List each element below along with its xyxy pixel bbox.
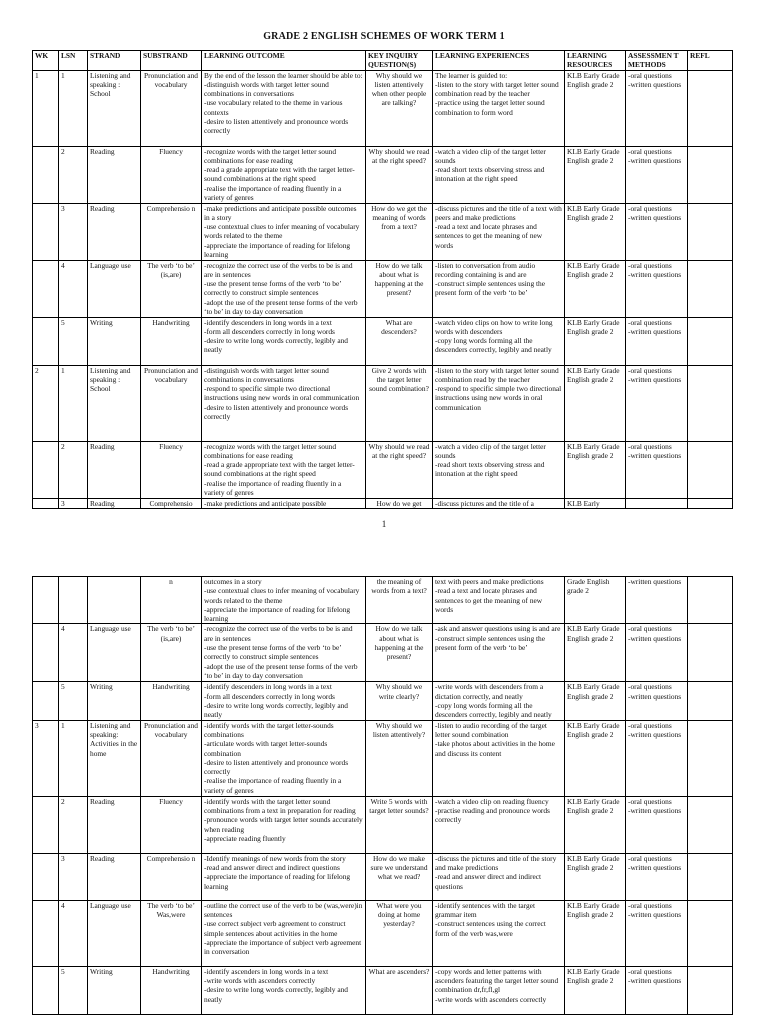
cell-inquiry: How do we talk about what is happening at the present?: [366, 260, 433, 317]
cell-strand: Writing: [88, 317, 141, 365]
table-row: [33, 720, 733, 796]
schemes-of-work-table: [32, 50, 733, 509]
cell-inquiry: What are ascenders?: [366, 966, 433, 1014]
cell-outcome: -distinguish words with target letter sound combinations in conversations -respond to specific simple two directional instructions using new words in oral communication -desire to listen attentively and pronounce words correctly: [202, 365, 366, 441]
cell-experiences: -watch a video clip of the target letter sounds -read short texts observing stress and intonation at the right speed: [433, 146, 565, 203]
cell-lsn: 4: [59, 900, 88, 966]
cell-lsn: 1: [59, 720, 88, 796]
cell-outcome: -identify descenders in long words in a text -form all descenders correctly in long words -desire to write long words correctly, legibly and neatly: [202, 317, 366, 365]
cell-substrand: Pronunciation and vocabulary: [141, 365, 202, 441]
cell-assessment: [626, 498, 688, 508]
cell-wk: [33, 900, 59, 966]
cell-experiences: -watch video clips on how to write long words with descenders -copy long words forming all the descenders correctly, legibly and neatly: [433, 317, 565, 365]
header-learning-resources: LEARNING RESOURCES: [565, 51, 626, 71]
cell-lsn: 2: [59, 796, 88, 853]
cell-assessment: -oral questions -written questions: [626, 682, 688, 720]
cell-wk: 2: [33, 365, 59, 441]
table-row: [33, 624, 733, 682]
cell-resources: KLB Early Grade English grade 2: [565, 260, 626, 317]
cell-refl: [688, 365, 733, 441]
cell-assessment: -oral questions -written questions: [626, 900, 688, 966]
cell-strand: Language use: [88, 260, 141, 317]
cell-inquiry: Write 5 words with target letter sounds?: [366, 796, 433, 853]
cell-wk: [33, 624, 59, 682]
page-break: [0, 540, 768, 576]
cell-assessment: -oral questions -written questions: [626, 796, 688, 853]
cell-experiences: -watch a video clip on reading fluency -practise reading and pronounce words correctly: [433, 796, 565, 853]
cell-refl: [688, 796, 733, 853]
cell-lsn: 1: [59, 365, 88, 441]
cell-assessment: -oral questions -written questions: [626, 70, 688, 146]
cell-substrand: Fluency: [141, 441, 202, 498]
cell-outcome: -identify descenders in long words in a text -form all descenders correctly in long words -desire to write long words correctly, legibly and neatly: [202, 682, 366, 720]
cell-strand: Reading: [88, 498, 141, 508]
cell-wk: [33, 260, 59, 317]
cell-substrand: n: [141, 577, 202, 624]
cell-strand: Listening and speaking : School: [88, 365, 141, 441]
table-row: [33, 70, 733, 146]
cell-inquiry: the meaning of words from a text?: [366, 577, 433, 624]
cell-substrand: Handwriting: [141, 317, 202, 365]
cell-substrand: Pronunciation and vocabulary: [141, 70, 202, 146]
cell-resources: KLB Early Grade English grade 2: [565, 720, 626, 796]
cell-lsn: 4: [59, 260, 88, 317]
cell-outcome: -recognize the correct use of the verbs to be is and are in sentences -use the present tense forms of the verb ‘to be’ correctly to construct simple sentences -adopt the use of the present tense forms of the verb ‘to be’ in day to day conversation: [202, 260, 366, 317]
cell-assessment: -oral questions -written questions: [626, 720, 688, 796]
cell-resources: KLB Early Grade English grade 2: [565, 441, 626, 498]
cell-wk: 1: [33, 70, 59, 146]
cell-refl: [688, 966, 733, 1014]
cell-outcome: -recognize the correct use of the verbs to be is and are in sentences -use the present tense forms of the verb ‘to be’ correctly to construct simple sentences -adopt the use of the present tense forms of the verb ‘to be’ in day to day conversation: [202, 624, 366, 682]
cell-outcome: -recognize words with the target letter sound combinations for ease reading -read a grade appropriate text with the target letter-sound combinations at the right speed -realise the importance of reading fluently in a variety of genres: [202, 146, 366, 203]
cell-resources: Grade English grade 2: [565, 577, 626, 624]
cell-resources: KLB Early Grade English grade 2: [565, 796, 626, 853]
cell-outcome: -make predictions and anticipate possible: [202, 498, 366, 508]
table-row: [33, 682, 733, 720]
cell-lsn: 2: [59, 146, 88, 203]
cell-strand: Writing: [88, 682, 141, 720]
cell-resources: KLB Early: [565, 498, 626, 508]
cell-lsn: 5: [59, 966, 88, 1014]
cell-lsn: [59, 577, 88, 624]
cell-refl: [688, 146, 733, 203]
cell-substrand: Handwriting: [141, 966, 202, 1014]
cell-resources: KLB Early Grade English grade 2: [565, 365, 626, 441]
cell-inquiry: Why should we listen attentively?: [366, 720, 433, 796]
cell-refl: [688, 624, 733, 682]
cell-wk: [33, 317, 59, 365]
table-row: [33, 577, 733, 624]
table-row: [33, 796, 733, 853]
cell-inquiry: How do we talk about what is happening at the present?: [366, 624, 433, 682]
cell-outcome: -outline the correct use of the verb to be (was,were)in sentences -use correct subject verb agreement to construct simple sentences about activities in the home -appreciate the importance of subject verb agreement in conversation: [202, 900, 366, 966]
table-row: [33, 203, 733, 260]
table-row: [33, 900, 733, 966]
cell-assessment: -oral questions -written questions: [626, 441, 688, 498]
cell-experiences: -listen to conversation from audio recording containing is and are -construct simple sentences using the present form of the verb ‘to be’: [433, 260, 565, 317]
header-reflection: REFL: [688, 51, 733, 71]
table-row: [33, 498, 733, 508]
cell-substrand: Fluency: [141, 796, 202, 853]
cell-experiences: -discuss pictures and the title of a: [433, 498, 565, 508]
cell-outcome: outcomes in a story -use contextual clues to infer meaning of vocabulary words related to the theme -appreciate the importance of reading for lifelong learning: [202, 577, 366, 624]
cell-outcome: -Identify meanings of new words from the story -read and answer direct and indirect questions -appreciate the importance of reading for lifelong learning: [202, 853, 366, 900]
cell-lsn: 5: [59, 317, 88, 365]
cell-refl: [688, 70, 733, 146]
cell-inquiry: How do we get the meaning of words from a text?: [366, 203, 433, 260]
cell-inquiry: What were you doing at home yesterday?: [366, 900, 433, 966]
cell-outcome: By the end of the lesson the learner should be able to: -distinguish words with target letter sound combinations in conversations -use vocabulary related to the theme in various contexts -desire to listen attentively and pronounce words correctly: [202, 70, 366, 146]
document-title: GRADE 2 ENGLISH SCHEMES OF WORK TERM 1: [263, 31, 505, 42]
table-row: [33, 853, 733, 900]
cell-assessment: -written questions: [626, 577, 688, 624]
cell-inquiry: Give 2 words with the target letter sound combination?: [366, 365, 433, 441]
cell-experiences: -listen to the story with target letter sound combination read by the teacher -respond to specific simple two directional instructions using new words in oral communication: [433, 365, 565, 441]
page-number: 1: [381, 519, 387, 529]
cell-strand: Language use: [88, 900, 141, 966]
cell-assessment: -oral questions -written questions: [626, 853, 688, 900]
table-row: [33, 317, 733, 365]
cell-assessment: -oral questions -written questions: [626, 624, 688, 682]
cell-inquiry: What are descenders?: [366, 317, 433, 365]
cell-assessment: -oral questions -written questions: [626, 146, 688, 203]
cell-wk: [33, 853, 59, 900]
cell-outcome: -make predictions and anticipate possible outcomes in a story -use contextual clues to infer meaning of vocabulary words related to the theme -appreciate the importance of reading for lifelong learning: [202, 203, 366, 260]
cell-lsn: 3: [59, 203, 88, 260]
cell-resources: KLB Early Grade English grade 2: [565, 966, 626, 1014]
header-learning-experiences: LEARNING EXPERIENCES: [433, 51, 565, 71]
cell-wk: [33, 966, 59, 1014]
cell-lsn: 3: [59, 853, 88, 900]
cell-assessment: -oral questions -written questions: [626, 260, 688, 317]
cell-substrand: Fluency: [141, 146, 202, 203]
cell-resources: KLB Early Grade English grade 2: [565, 203, 626, 260]
page-2: [0, 576, 768, 1024]
header-wk: WK: [33, 51, 59, 71]
cell-wk: [33, 796, 59, 853]
header-key-inquiry: KEY INQUIRY QUESTION(S): [366, 51, 433, 71]
cell-experiences: text with peers and make predictions -read a text and locate phrases and sentences to get the meaning of new words: [433, 577, 565, 624]
cell-wk: [33, 498, 59, 508]
table-row: [33, 260, 733, 317]
cell-refl: [688, 317, 733, 365]
cell-resources: KLB Early Grade English grade 2: [565, 853, 626, 900]
table-row: [33, 441, 733, 498]
cell-refl: [688, 900, 733, 966]
cell-refl: [688, 498, 733, 508]
cell-refl: [688, 441, 733, 498]
cell-substrand: Comprehensio n: [141, 853, 202, 900]
cell-substrand: The verb ‘to be’ (is,are): [141, 624, 202, 682]
header-lsn: LSN: [59, 51, 88, 71]
cell-inquiry: Why should we read at the right speed?: [366, 441, 433, 498]
cell-strand: Reading: [88, 203, 141, 260]
cell-refl: [688, 853, 733, 900]
cell-wk: [33, 203, 59, 260]
cell-experiences: -copy words and letter patterns with ascenders featuring the target letter sound combination dr,fr,fl,gl -write words with ascenders correctly: [433, 966, 565, 1014]
header-substrand: SUBSTRAND: [141, 51, 202, 71]
page-1-rows: [33, 70, 733, 508]
cell-experiences: -watch a video clip of the target letter sounds -read short texts observing stress and intonation at the right speed: [433, 441, 565, 498]
cell-assessment: -oral questions -written questions: [626, 203, 688, 260]
cell-outcome: -recognize words with the target letter sound combinations for ease reading -read a grade appropriate text with the target letter-sound combinations at the right speed -realise the importance of reading fluently in a variety of genres: [202, 441, 366, 498]
cell-substrand: Comprehensio: [141, 498, 202, 508]
cell-resources: KLB Early Grade English grade 2: [565, 70, 626, 146]
cell-refl: [688, 260, 733, 317]
cell-strand: [88, 577, 141, 624]
cell-outcome: -identify words with the target letter sound combinations from a text in preparation for reading -pronounce words with target letter sounds accurately when reading -appreciate reading fluently: [202, 796, 366, 853]
cell-strand: Reading: [88, 796, 141, 853]
cell-inquiry: Why should we read at the right speed?: [366, 146, 433, 203]
cell-substrand: Handwriting: [141, 682, 202, 720]
cell-experiences: -listen to audio recording of the target letter sound combination -take photos about activities in the home and discuss its content: [433, 720, 565, 796]
cell-outcome: -identify ascenders in long words in a text -write words with ascenders correctly -desire to write long words correctly, legibly and neatly: [202, 966, 366, 1014]
cell-refl: [688, 203, 733, 260]
cell-wk: [33, 441, 59, 498]
cell-wk: [33, 682, 59, 720]
cell-experiences: The learner is guided to: -listen to the story with target letter sound combination read by the teacher -practice using the target letter sound combination to form word: [433, 70, 565, 146]
cell-strand: Language use: [88, 624, 141, 682]
cell-inquiry: Why should we listen attentively when other people are talking?: [366, 70, 433, 146]
cell-substrand: The verb ‘to be’ Was,were: [141, 900, 202, 966]
schemes-of-work-table-continued: [32, 576, 733, 1015]
table-header-row: [33, 51, 733, 71]
cell-lsn: 4: [59, 624, 88, 682]
cell-experiences: -discuss pictures and the title of a text with peers and make predictions -read a text and locate phrases and sentences to get the meaning of new words: [433, 203, 565, 260]
cell-substrand: Comprehensio n: [141, 203, 202, 260]
cell-resources: KLB Early Grade English grade 2: [565, 146, 626, 203]
cell-refl: [688, 682, 733, 720]
cell-assessment: -oral questions -written questions: [626, 365, 688, 441]
cell-experiences: -write words with descenders from a dictation correctly, and neatly -copy long words forming all the descenders correctly, legibly and neatly: [433, 682, 565, 720]
cell-lsn: 2: [59, 441, 88, 498]
cell-experiences: -identify sentences with the target grammar item -construct sentences using the correct form of the verb was,were: [433, 900, 565, 966]
cell-resources: KLB Early Grade English grade 2: [565, 317, 626, 365]
cell-lsn: 3: [59, 498, 88, 508]
cell-resources: KLB Early Grade English grade 2: [565, 900, 626, 966]
cell-substrand: The verb ‘to be’ (is,are): [141, 260, 202, 317]
cell-refl: [688, 577, 733, 624]
cell-inquiry: How do we make sure we understand what we read?: [366, 853, 433, 900]
table-row: [33, 365, 733, 441]
cell-wk: [33, 146, 59, 203]
cell-strand: Reading: [88, 146, 141, 203]
header-learning-outcome: LEARNING OUTCOME: [202, 51, 366, 71]
cell-strand: Listening and speaking : School: [88, 70, 141, 146]
header-strand: STRAND: [88, 51, 141, 71]
cell-inquiry: Why should we write clearly?: [366, 682, 433, 720]
table-row: [33, 146, 733, 203]
cell-strand: Reading: [88, 853, 141, 900]
cell-wk: [33, 577, 59, 624]
cell-strand: Writing: [88, 966, 141, 1014]
cell-resources: KLB Early Grade English grade 2: [565, 682, 626, 720]
cell-lsn: 5: [59, 682, 88, 720]
cell-experiences: -discuss the pictures and title of the story and make predictions -read and answer direct and indirect questions: [433, 853, 565, 900]
cell-strand: Reading: [88, 441, 141, 498]
cell-strand: Listening and speaking: Activities in the home: [88, 720, 141, 796]
cell-assessment: -oral questions -written questions: [626, 317, 688, 365]
cell-resources: KLB Early Grade English grade 2: [565, 624, 626, 682]
cell-inquiry: How do we get: [366, 498, 433, 508]
page-2-rows: [33, 577, 733, 1015]
cell-substrand: Pronunciation and vocabulary: [141, 720, 202, 796]
cell-experiences: -ask and answer questions using is and are -construct simple sentences using the present form of the verb ‘to be’: [433, 624, 565, 682]
cell-outcome: -identify words with the target letter-sounds combinations -articulate words with target letter-sounds combination -desire to listen attentively and pronounce words correctly -realise the importance of reading fluently in a variety of genres: [202, 720, 366, 796]
header-assessment-methods: ASSESSMEN T METHODS: [626, 51, 688, 71]
cell-assessment: -oral questions -written questions: [626, 966, 688, 1014]
cell-lsn: 1: [59, 70, 88, 146]
cell-wk: 3: [33, 720, 59, 796]
cell-refl: [688, 720, 733, 796]
table-row: [33, 966, 733, 1014]
